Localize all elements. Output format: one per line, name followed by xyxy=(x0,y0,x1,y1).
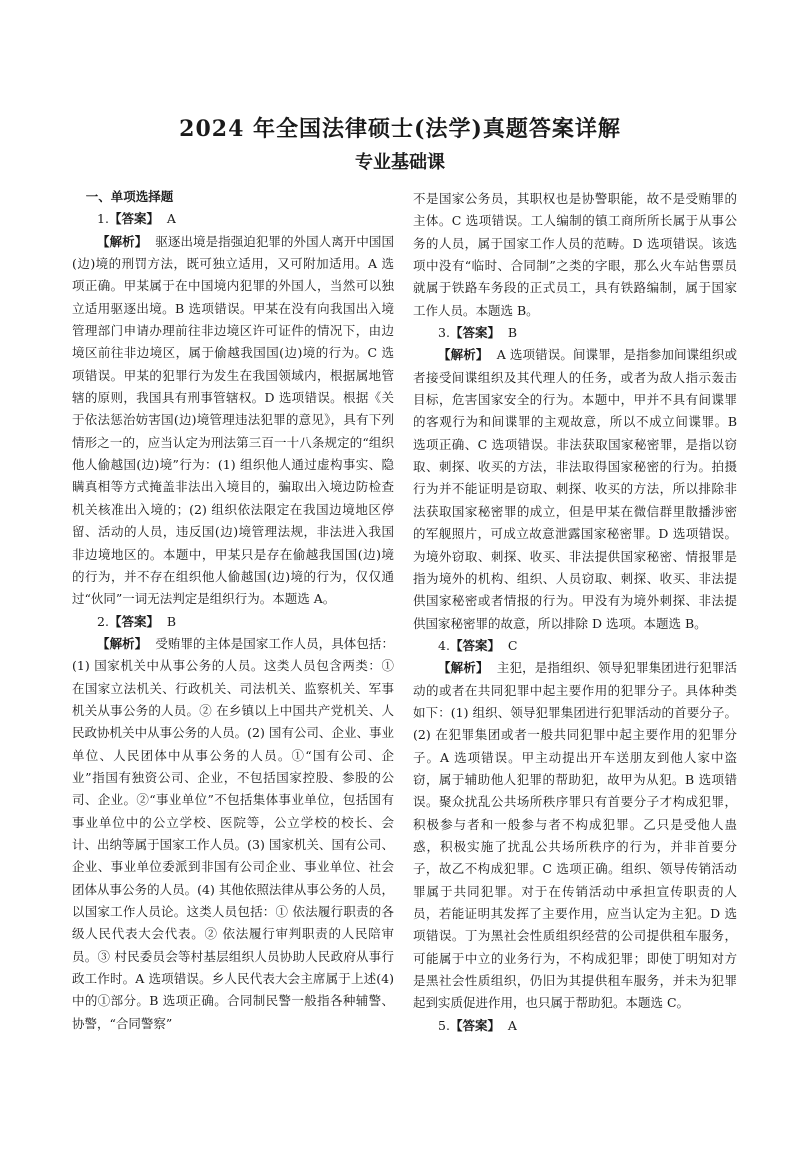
q3-answer-line xyxy=(413,322,737,344)
q1-answer-tag: 【答案】 xyxy=(108,211,159,227)
q1-analysis xyxy=(72,231,394,611)
q3-answer: B xyxy=(507,325,518,341)
q1-analysis-tag: 【解析】 xyxy=(97,233,148,249)
q4-answer-line xyxy=(413,635,737,657)
page-subtitle: 专业基础课 xyxy=(355,152,445,173)
q1-answer: A xyxy=(166,211,176,227)
q2-analysis-text: 受贿罪的主体是国家工作人员，具体包括：(1) 国家机关中从事公务的人员。这类人员包含两类：① 在国家立法机关、行政机关、司法机关、监察机关、军事机关从事公务的人员。② 在乡镇以上中国共产党机关、人民政协机关中从事公务的人员。(2) 国有公司、企业、事业单位、人民团体中从事公务的人员。①“国有公司、企业”指国有独资公司、企业，不包括国家控股、参股的公司、企业。②“事业单位”不包括集体事业单位，包括国有事业单位中的公立学校、医院等，公立学校的校长、会计、出纳等属于国家工作人员。(3) 国家机关、国有公司、企业、事业单位委派到非国有公司企业、事业单位、社会团体从事公务的人员。(4) 其他依照法律从事公务的人员，以国家工作人员论。这类人员包括：① 依法履行职责的各级人民代表大会代表。② 依法履行审判职责的人民陪审员。③ 村民委员会等村基层组织人员协助人民政府从事行政工作时。A 选项错误。乡人民代表大会主席属于上述(4)中的①部分。B 选项正确。合同制民警一般指各种辅警、协警，“合同警察” xyxy=(72,635,394,1031)
q2-analysis-continued: 不是国家公务员，其职权也是协警职能，故不是受贿罪的主体。C 选项错误。工人编制的镇工商所所长属于从事公务的人员，属于国家工作人员的范畴。D 选项错误。该选项中没有“临时、合同制”之类的字眼，那么火车站售票员就属于铁路车务段的正式员工，具有铁路编制，属于国家工作人员。本题选 B。 xyxy=(413,191,737,318)
q4-answer: C xyxy=(507,637,518,653)
q5-answer-line xyxy=(413,1015,737,1037)
q3-analysis-text: A 选项错误。间谍罪，是指参加间谍组织或者接受间谍组织及其代理人的任务，或者为敌人指示轰击目标，危害国家安全的行为。本题中，甲并不具有间谍罪的客观行为和间谍罪的主观故意，所以不成立间谍罪。B 选项正确、C 选项错误。非法获取国家秘密罪，是指以窃取、刺探、收买的方法，非法取得国家秘密的行为。拍摄行为并不能证明是窃取、刺探、收买的方法，所以排除非法获取国家秘密罪的成立，但是甲某在微信群里散播涉密的军舰照片，可成立故意泄露国家秘密罪。D 选项错误。为境外窃取、刺探、收买、非法提供国家秘密、情报罪是指为境外的机构、组织、人员窃取、刺探、收买、非法提供国家秘密或者情报的行为。甲没有为境外刺探、非法提供国家秘密罪的故意，所以排除 D 选项。本题选 B。 xyxy=(413,347,737,631)
q2-number: 2. xyxy=(97,613,109,629)
q4-analysis-text: 主犯，是指组织、领导犯罪集团进行犯罪活动的或者在共同犯罪中起主要作用的犯罪分子。具体种类如下：(1) 组织、领导犯罪集团进行犯罪活动的首要分子。(2) 在犯罪集团或者一般共同犯罪中起主要作用的犯罪分子。A 选项错误。甲主动提出开车送朋友到他人家中盗窃，属于辅助他人犯罪的帮助犯，故甲为从犯。B 选项错误。聚众扰乱公共场所秩序罪只有首要分子才构成犯罪，积极参与者和一般参与者不构成犯罪。乙只是受他人蛊惑，积极实施了扰乱公共场所秩序的行为，并非首要分子，故乙不构成犯罪。C 选项正确。组织、领导传销活动罪属于共同犯罪。对于在传销活动中承担宣传职责的人员，若能证明其发挥了主要作用，应当认定为主犯。D 选项错误。丁为黑社会性质组织经营的公司提供租车服务，可能属于中立的业务行为，不构成犯罪；即使丁明知对方是黑社会性质组织，仍旧为其提供租车服务，并未为犯罪起到实质促进作用，也只属于帮助犯。本题选 C。 xyxy=(413,660,737,1011)
q4-analysis-tag: 【解析】 xyxy=(438,660,489,676)
q3-analysis-tag: 【解析】 xyxy=(438,347,489,363)
q1-analysis-text: 驱逐出境是指强迫犯罪的外国人离开中国国(边)境的刑罚方法，既可独立适用，又可附加适用。A 选项正确。甲某属于在中国境内犯罪的外国人，当然可以独立适用驱逐出境。B 选项错误。甲某在没有向我国出入境管理部门申请办理前往非边境区许可证件的情况下，由边境区前往非边境区，属于偷越我国国(边)境的行为。C 选项错误。甲某的犯罪行为发生在我国领域内，根据属地管辖的原则，我国具有刑事管辖权。D 选项错误。根据《关于依法惩治妨害国(边)境管理违法犯罪的意见》，具有下列情形之一的，应当认定为刑法第三百一十八条规定的“组织他人偷越国(边)境”行为：(1) 组织他人通过虚构事实、隐瞒真相等方式掩盖非法出入境目的，骗取出入境边防检查机关核准出入境的；(2) 组织依法限定在我国边境地区停留、活动的人员，违反国(边)境管理法规，非法进入我国非边境地区的。本题中，甲某只是存在偷越我国国(边)境的行为，并不存在组织他人偷越国(边)境的行为，仅仅通过“伙同”一词无法判定是组织行为。本题选 A。 xyxy=(72,233,394,607)
q5-number: 5. xyxy=(438,1017,450,1033)
q2-analysis xyxy=(72,633,394,1035)
q2-answer: B xyxy=(166,613,177,629)
q4-number: 4. xyxy=(438,637,450,653)
q1-number: 1. xyxy=(97,211,109,227)
q4-analysis xyxy=(413,657,737,1015)
q2-answer-tag: 【答案】 xyxy=(108,613,159,629)
q2-analysis-tag: 【解析】 xyxy=(97,635,148,651)
q2-answer-line xyxy=(72,611,394,633)
q3-number: 3. xyxy=(438,325,450,341)
q4-answer-tag: 【答案】 xyxy=(449,637,500,653)
q1-answer-line xyxy=(72,208,394,230)
right-column xyxy=(413,188,737,1037)
left-column xyxy=(72,186,394,1035)
q3-answer-tag: 【答案】 xyxy=(449,325,500,341)
section-heading: 一、单项选择题 xyxy=(85,189,174,204)
q5-answer: A xyxy=(507,1017,517,1033)
q3-analysis xyxy=(413,344,737,634)
q5-answer-tag: 【答案】 xyxy=(449,1017,500,1033)
page-title: 2024 年全国法律硕士(法学)真题答案详解 xyxy=(179,116,621,142)
